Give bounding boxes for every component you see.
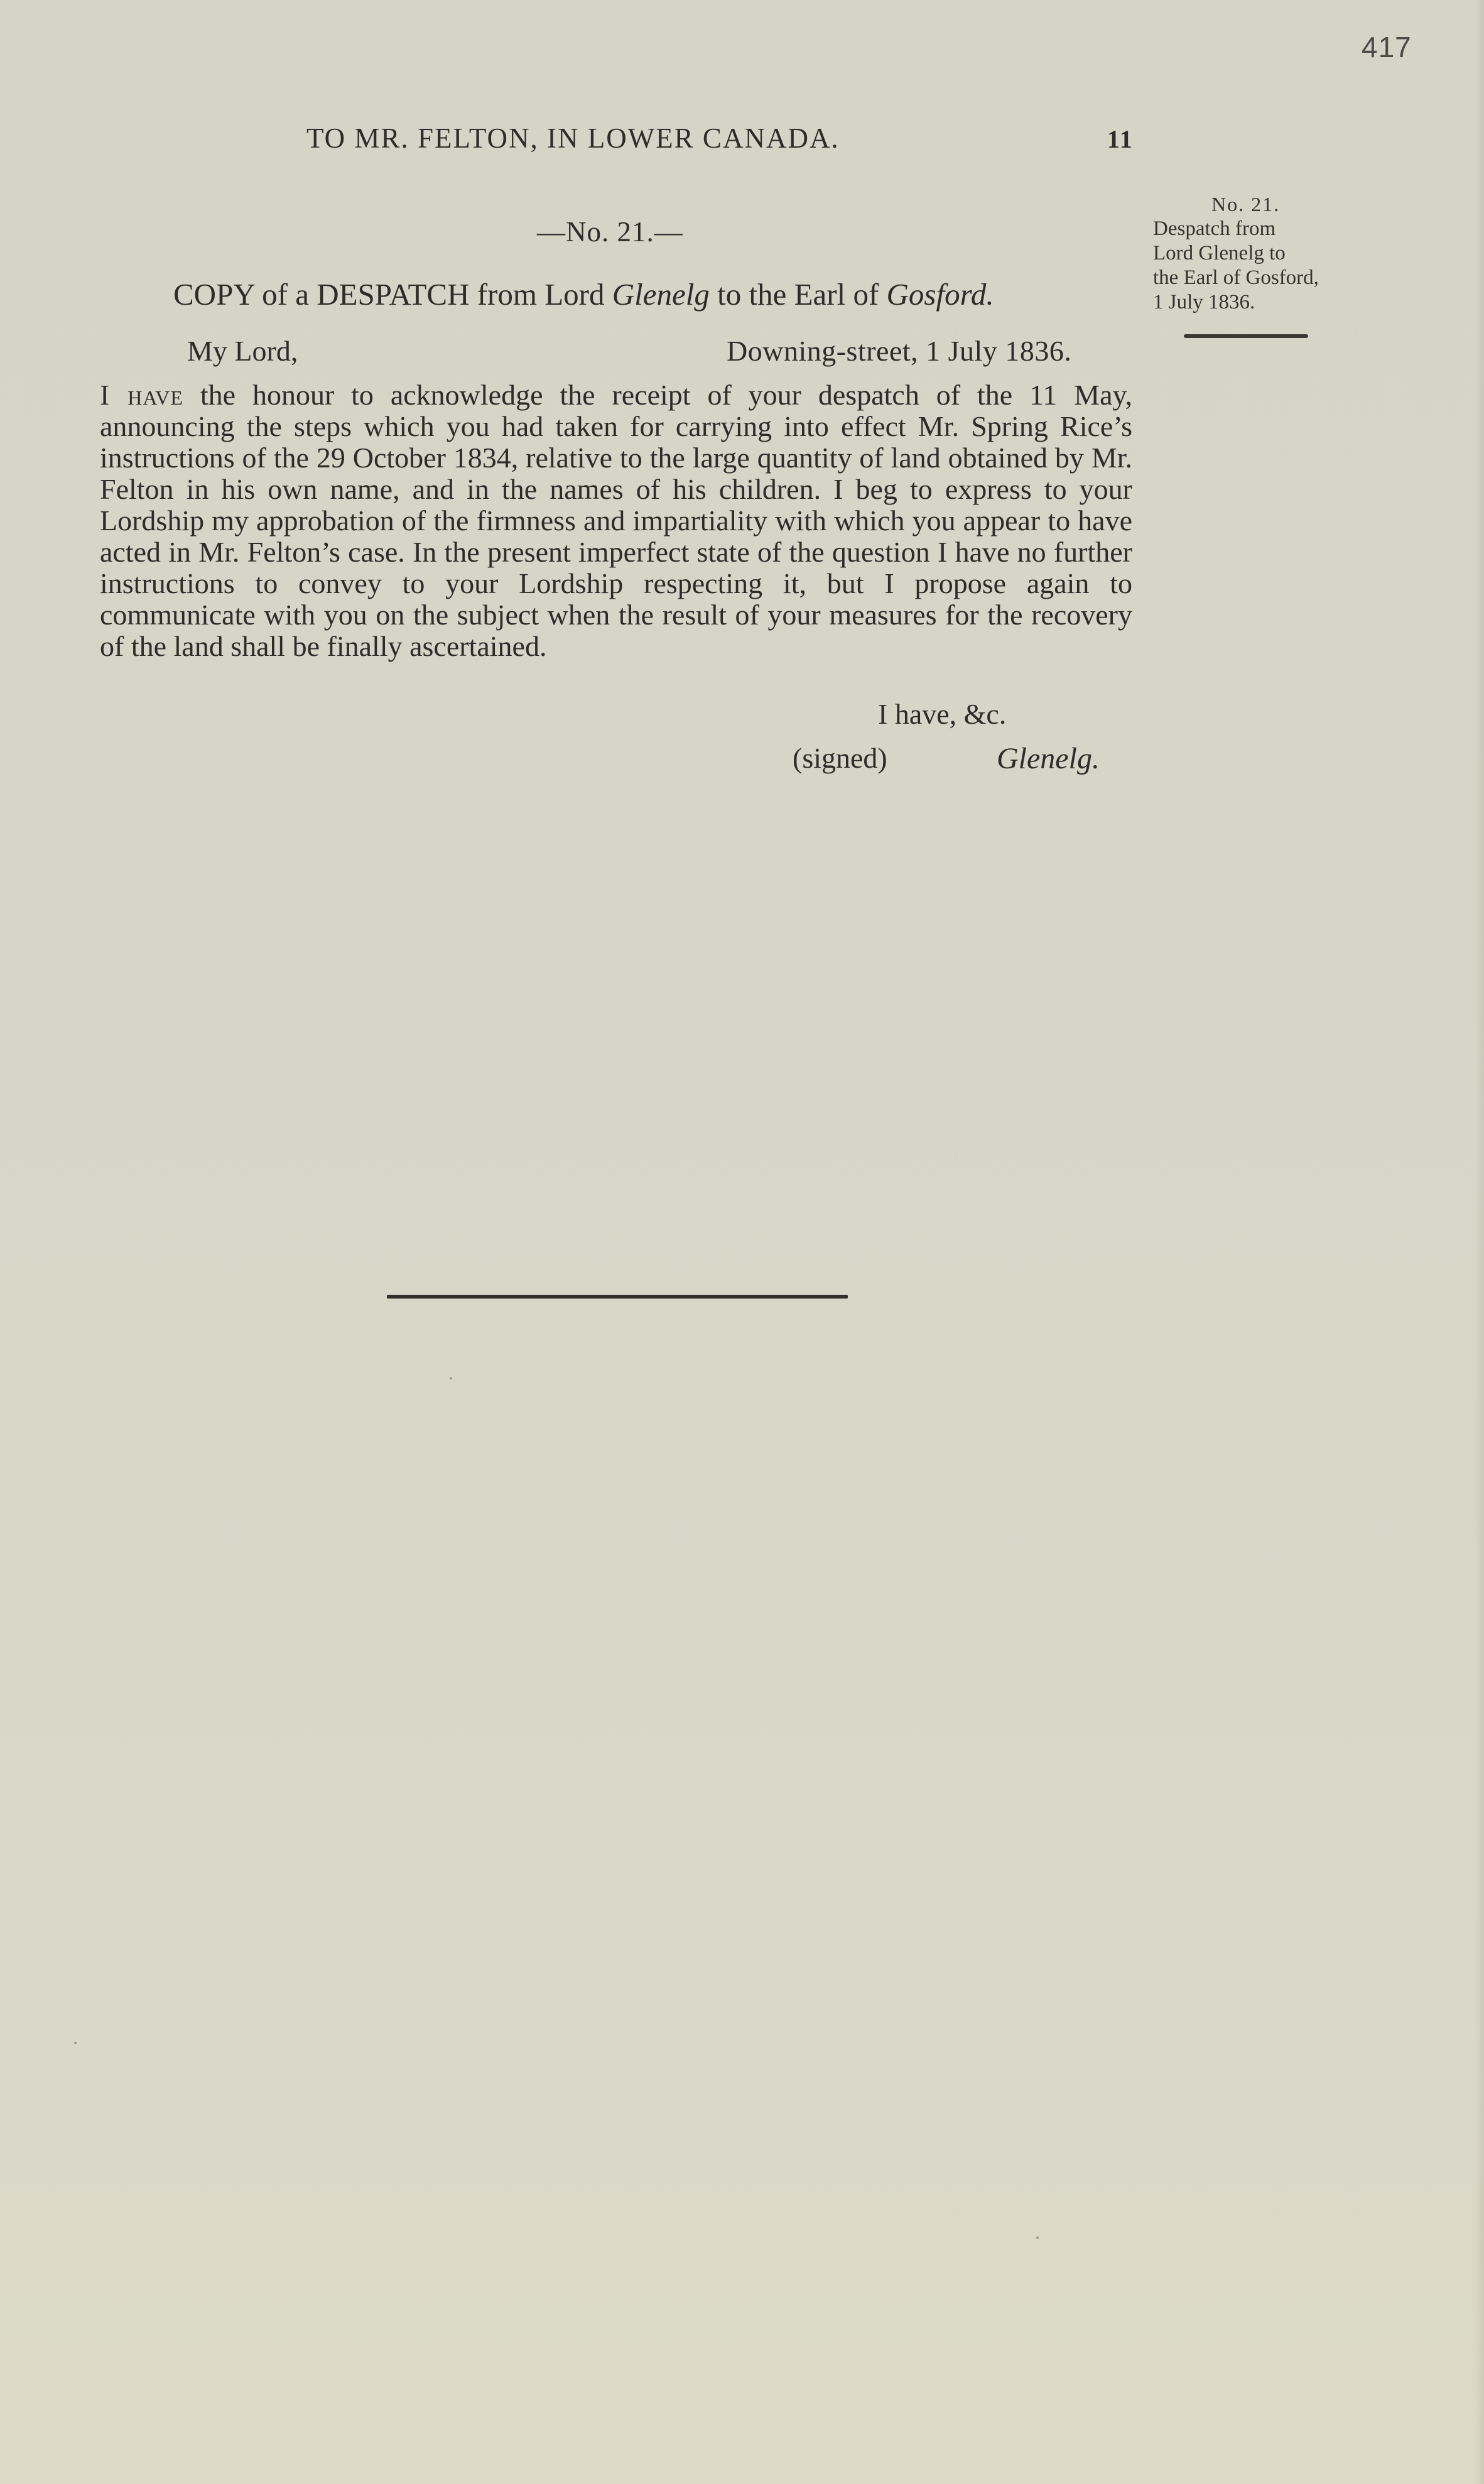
closing: I have, &c. <box>878 698 1007 730</box>
page-edge-shadow <box>1475 0 1484 2484</box>
page-number: 417 <box>1362 31 1412 63</box>
margin-note-number: No. 21. <box>1211 193 1281 215</box>
title-middle: to the Earl of <box>709 277 887 312</box>
salutation: My Lord, <box>187 335 298 367</box>
signature: Glenelg. <box>997 742 1100 775</box>
body-text: the honour to acknowledge the receipt of your despatch of the 11 May, announcing the steps which you had taken for carrying into effect Mr. Spring Rice’s instructions of the 29 October 1834, relative to the large quantity of land obtained by Mr. Felton in his own name, and in the names of his children. I beg to express to your Lordship my approbation of the firmness and impartiality with which you appear to have acted in Mr. Felton’s case. In the present imperfect state of the question I have no further instructions to convey to your Lordship respecting it, but I propose again to communicate with you on the subject when the result of your measures for the recovery of the land shall be finally ascertained. <box>100 379 1133 662</box>
signed-label: (signed) <box>793 742 887 774</box>
paper-speck <box>74 2042 77 2044</box>
paper-speck <box>1036 2236 1039 2239</box>
folio-number: 11 <box>1107 125 1134 153</box>
title-sender: Glenelg <box>612 277 710 312</box>
despatch-number: —No. 21.— <box>537 216 683 248</box>
letter-body <box>100 379 1132 662</box>
title-prefix: COPY of a DESPATCH from Lord <box>173 277 612 312</box>
body-opening-small-caps: I have <box>100 379 183 411</box>
margin-note-line: Lord Glenelg to <box>1153 242 1286 264</box>
running-head: TO MR. FELTON, IN LOWER CANADA. <box>306 123 840 154</box>
margin-note-line: the Earl of Gosford, <box>1153 266 1319 289</box>
paper-speck <box>450 1377 452 1380</box>
margin-note-line: 1 July 1836. <box>1153 291 1255 313</box>
despatch-title <box>173 276 994 312</box>
margin-note-line: Despatch from <box>1153 217 1276 240</box>
margin-note <box>1153 192 1354 315</box>
title-recipient: Gosford. <box>886 277 994 312</box>
end-rule <box>387 1295 848 1299</box>
margin-note-rule <box>1184 334 1308 338</box>
dateline: Downing-street, 1 July 1836. <box>727 335 1072 367</box>
